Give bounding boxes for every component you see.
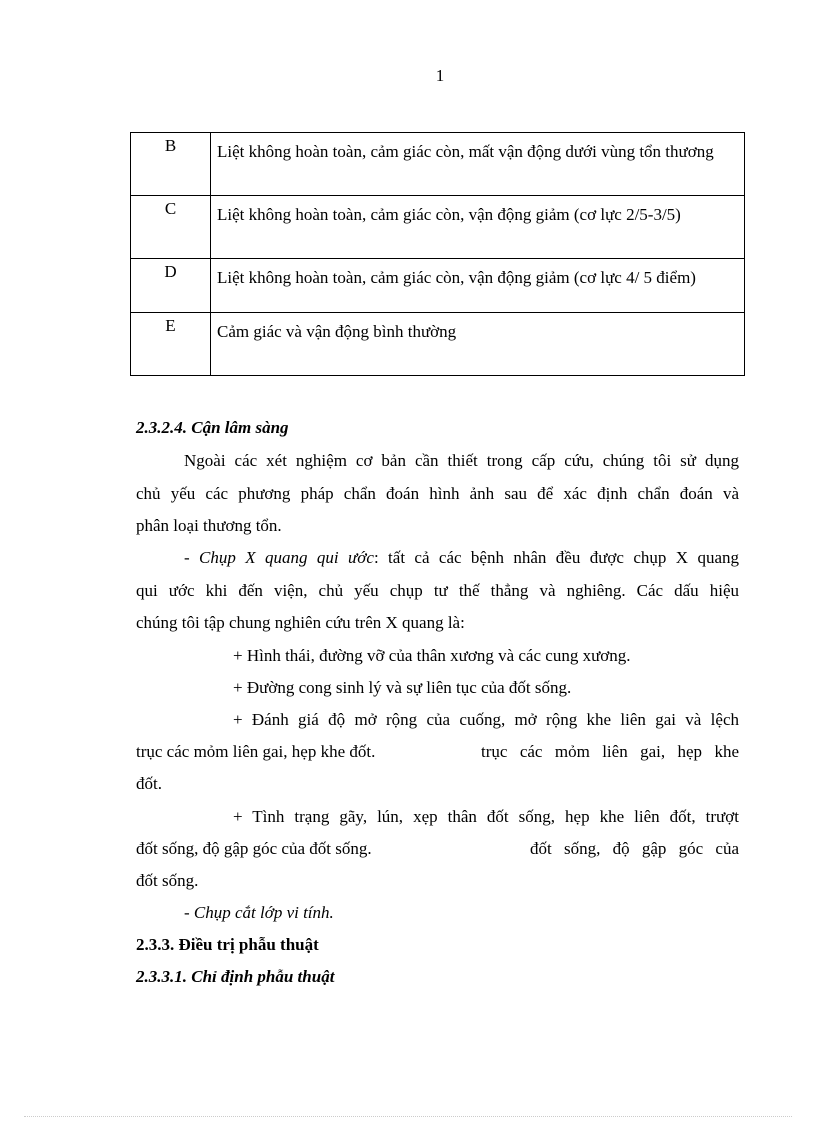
grade-cell: D [131,259,211,313]
paragraph-line: đốt sống, độ gập góc của [530,839,739,858]
description-cell: Liệt không hoàn toàn, cảm giác còn, mất vận động dưới vùng tổn thương [211,133,745,196]
table-row [131,196,745,259]
paragraph-line: đốt. [136,774,162,793]
table-row [131,313,745,376]
bullet-item: + Hình thái, đường vỡ của thân xương và các cung xương. [233,646,631,665]
page-number: 1 [435,66,445,85]
paragraph-line: trục các mỏm liên gai, hẹp khe [481,742,739,761]
classification-table [130,132,745,376]
paragraph-line: đốt sống, độ gập góc của đốt sống. [136,839,372,858]
description-cell: Liệt không hoàn toàn, cảm giác còn, vận động giảm (cơ lực 2/5-3/5) [211,196,745,259]
bullet-item: + Tình trạng gãy, lún, xẹp thân đốt sống, hẹp khe liên đốt, trượt [233,807,739,826]
xray-paragraph-line [184,548,739,568]
xray-label: - Chụp X quang qui ước [184,548,374,567]
paragraph-line: qui ước khi đến viện, chủ yếu chụp tư thế thẳng và nghiêng. Các dấu hiệu [136,581,739,600]
section-heading-2-3-3-1: 2.3.3.1. Chỉ định phẫu thuật [136,967,335,986]
grade-cell: E [131,313,211,376]
bullet-item: + Đường cong sinh lý và sự liên tục của đốt sống. [233,678,572,697]
bullet-item: + Đánh giá độ mở rộng của cuống, mở rộng khe liên gai và lệch [233,710,739,729]
table-row [131,259,745,313]
page-bottom-border [24,1116,792,1117]
ct-scan-item: - Chụp cắt lớp vi tính. [184,903,334,922]
paragraph-line: trục các mỏm liên gai, hẹp khe đốt. [136,742,376,761]
paragraph-line: phân loại thương tổn. [136,516,282,535]
xray-text: : tất cả các bệnh nhân đều được chụp X quang [373,548,739,567]
description-cell: Liệt không hoàn toàn, cảm giác còn, vận động giảm (cơ lực 4/ 5 điểm) [211,259,745,313]
grade-cell: B [131,133,211,196]
description-cell: Cảm giác và vận động bình thường [211,313,745,376]
paragraph-line: chủ yếu các phương pháp chẩn đoán hình ảnh sau để xác định chẩn đoán và [136,484,739,503]
section-heading-2-3-3: 2.3.3. Điều trị phẫu thuật [136,935,319,954]
section-heading-2-3-2-4: 2.3.2.4. Cận lâm sàng [136,418,289,437]
paragraph-line: chúng tôi tập chung nghiên cứu trên X quang là: [136,613,465,632]
table-row [131,133,745,196]
grade-cell: C [131,196,211,259]
paragraph-line: Ngoài các xét nghiệm cơ bản cần thiết trong cấp cứu, chúng tôi sử dụng [184,451,739,470]
paragraph-line: đốt sống. [136,871,199,890]
